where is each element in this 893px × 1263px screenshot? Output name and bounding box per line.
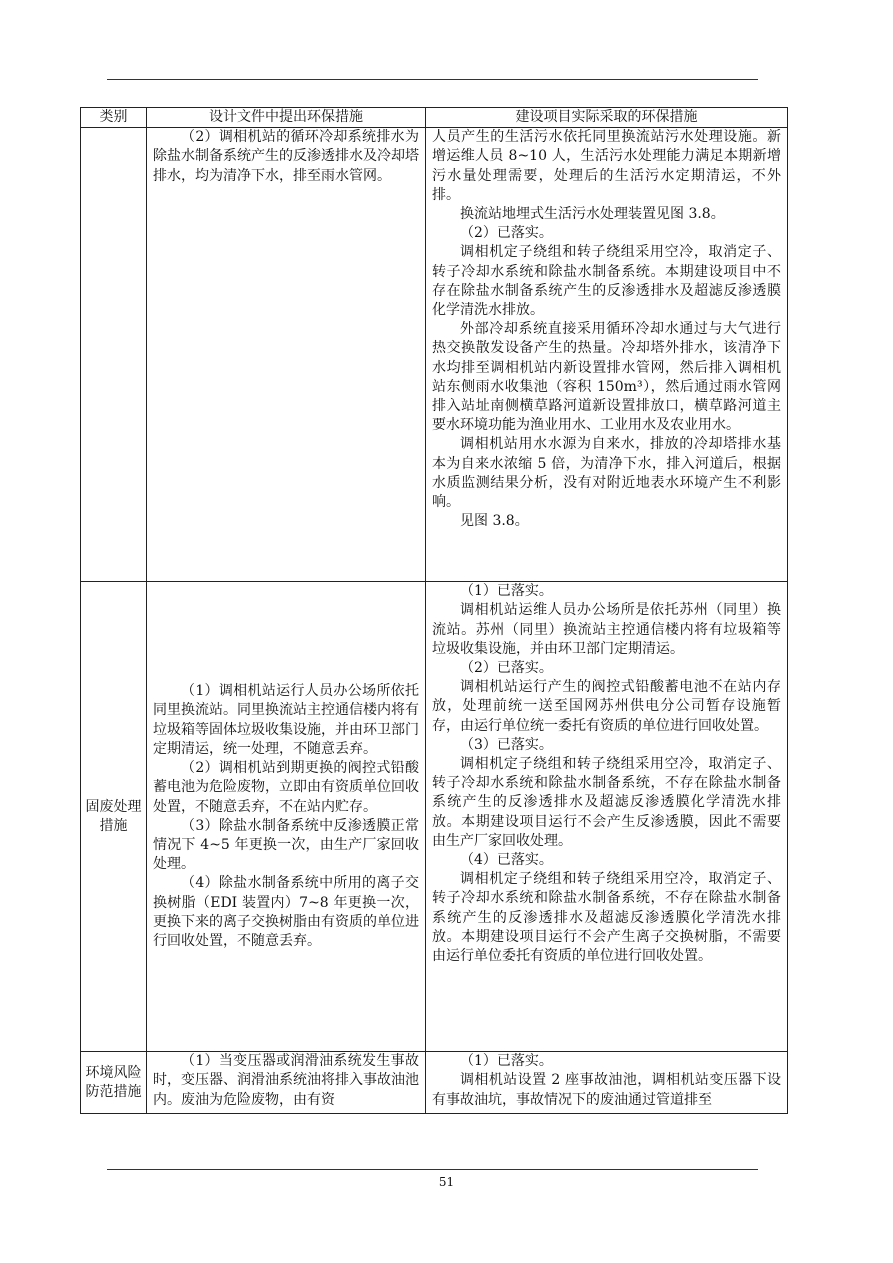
design-cell [147, 1052, 426, 1114]
paragraph: （1）已落实。 [460, 1053, 553, 1070]
paragraph: 见图 3.8。 [460, 513, 529, 530]
header-category: 类别 [81, 108, 147, 128]
paragraph: 调相机站运维人员办公场所是依托苏州（同里）换流站。苏州（同里）换流站主控通信楼内将有垃圾箱等垃圾收集设施，并由环卫部门定期清运。 [432, 602, 781, 657]
paragraph: 调相机站用水水源为自来水，排放的冷却塔排水基本为自来水浓缩 5 倍，为清净下水，排入河道后，根据水质监测结果分析，没有对附近地表水环境产生不利影响。 [432, 436, 781, 511]
paragraph: （3）除盐水制备系统中反渗透膜正常情况下 4~5 年更换一次，由生产厂家回收处理。 [153, 817, 419, 873]
header-design: 设计文件中提出环保措施 [147, 108, 426, 128]
design-cell [147, 582, 426, 1052]
paragraph: （2）调相机站的循环冷却系统排水为除盐水制备系统产生的反渗透排水及冷却塔排水，均为清净下水，排至雨水管网。 [153, 129, 419, 184]
paragraph: （2）调相机站到期更换的阀控式铅酸蓄电池为危险废物，立即由有资质单位回收处置，不随意丢弃，不在站内贮存。 [153, 760, 419, 815]
paragraph: （1）当变压器或润滑油系统发生事故时，变压器、润滑油系统油将排入事故油池内。废油为危险废物，由有资 [153, 1053, 419, 1108]
paragraph: （2）已落实。 [460, 225, 553, 242]
category-cell: 环境风险防范措施 [81, 1052, 147, 1114]
paragraph: 换流站地埋式生活污水处理装置见图 3.8。 [460, 206, 725, 223]
actual-cell [426, 128, 788, 582]
header-actual: 建设项目实际采取的环保措施 [426, 108, 788, 128]
actual-cell [426, 1052, 788, 1114]
paragraph: 人员产生的生活污水依托同里换流站污水处理设施。新增运维人员 8~10 人，生活污水处理能力满足本期新增污水量处理需要，处理后的生活污水定期清运，不外排。 [432, 129, 781, 203]
paragraph: 调相机站设置 2 座事故油池，调相机站变压器下设有事故油坑，事故情况下的废油通过管道排至 [432, 1072, 781, 1108]
paragraph: （4）已落实。 [460, 852, 553, 869]
paragraph: （1）调相机站运行人员办公场所依托同里换流站。同里换流站主控通信楼内将有垃圾箱等固体垃圾收集设施，并由环卫部门定期清运，统一处理，不随意丢弃。 [153, 683, 419, 757]
env-measures-table [80, 107, 788, 1114]
design-cell [147, 128, 426, 582]
page-number: 51 [438, 1175, 455, 1189]
category-cell: 固废处理措施 [81, 582, 147, 1052]
paragraph: （1）已落实。 [460, 583, 553, 600]
table-row [81, 1052, 788, 1114]
table-row [81, 582, 788, 1052]
paragraph: 调相机定子绕组和转子绕组采用空冷，取消定子、转子冷却水系统和除盐水制备系统。本期建设项目中不存在除盐水制备系统产生的反渗透排水及超滤反渗透膜化学清洗水排放。 [432, 244, 781, 319]
paragraph: 调相机定子绕组和转子绕组采用空冷，取消定子、转子冷却水系统和除盐水制备系统，不存在除盐水制备系统产生的反渗透排水及超滤反渗透膜化学清洗水排放。本期建设项目运行不会产生离子交换树脂，不需要由运行单位委托有资质的单位进行回收处置。 [432, 871, 781, 965]
paragraph: （4）除盐水制备系统中所用的离子交换树脂（EDI 装置内）7~8 年更换一次，更换下来的离子交换树脂由有资质的单位进行回收处置，不随意丢弃。 [153, 875, 419, 949]
footer-rule [107, 1169, 758, 1170]
actual-cell [426, 582, 788, 1052]
header-rule [107, 79, 758, 80]
table-row [81, 128, 788, 582]
paragraph: 外部冷却系统直接采用循环冷却水通过与大气进行热交换散发设备产生的热量。冷却塔外排水，该清净下水均排至调相机站内新设置排水管网，然后排入调相机站东侧雨水收集池（容积 150m³），然后通过雨水管网排入站址南侧横草路河道新设置排放口，横草路河道主要水环境功能为渔业用水、工业用水及农业用水。 [432, 321, 781, 434]
paragraph: 调相机站运行产生的阀控式铅酸蓄电池不在站内存放，处理前统一送至国网苏州供电分公司暂存设施暂存，由运行单位统一委托有资质的单位进行回收处置。 [432, 679, 781, 734]
table-header-row [81, 108, 788, 128]
paragraph: （2）已落实。 [460, 660, 553, 677]
paragraph: 调相机定子绕组和转子绕组采用空冷，取消定子、转子冷却水系统和除盐水制备系统，不存在除盐水制备系统产生的反渗透排水及超滤反渗透膜化学清洗水排放。本期建设项目运行不会产生反渗透膜，因此不需要由生产厂家回收处理。 [432, 756, 781, 849]
category-cell [81, 128, 147, 582]
paragraph: （3）已落实。 [460, 736, 553, 753]
